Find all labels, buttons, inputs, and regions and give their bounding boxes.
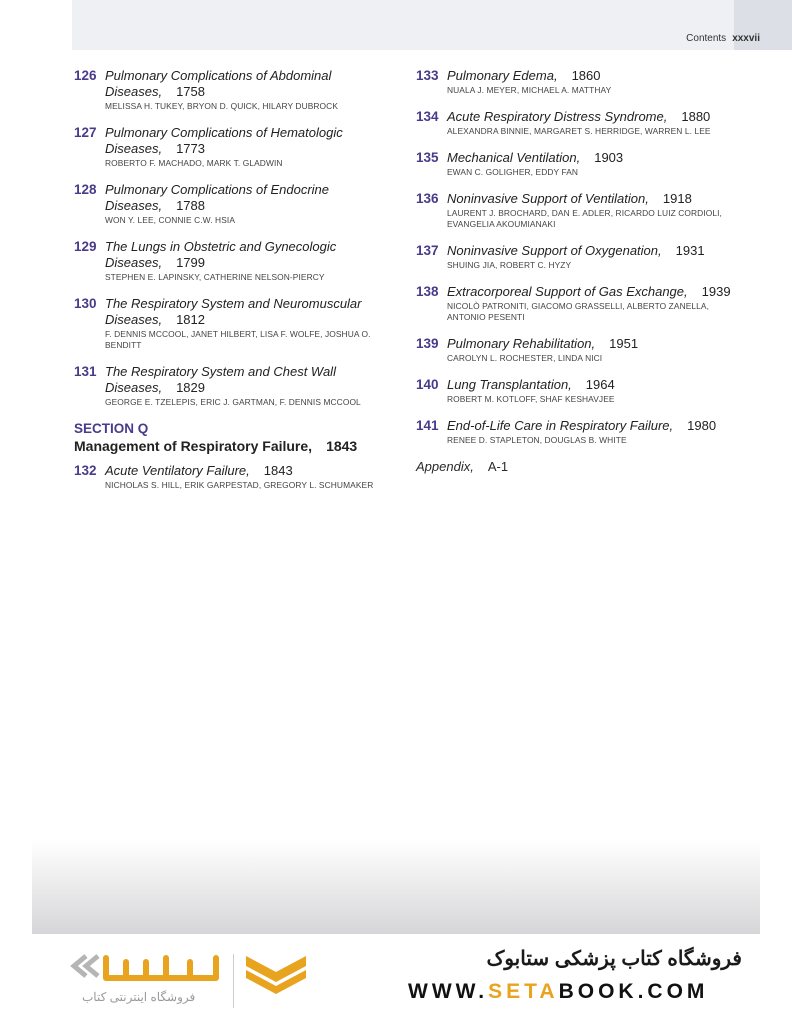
chapter-page: 1939 — [701, 284, 731, 299]
chapter-title: Pulmonary Rehabilitation, — [447, 336, 596, 351]
chapter-title: The Respiratory System and Chest Wall — [105, 364, 336, 379]
section-page: 1843 — [326, 438, 358, 454]
chapter-number: 136 — [416, 191, 439, 206]
footer-divider — [233, 954, 234, 1008]
chapter-title: The Lungs in Obstetric and Gynecologic — [105, 239, 337, 254]
chapter-page: 1788 — [176, 198, 205, 213]
url-part: WWW. — [408, 980, 489, 1003]
appendix-entry[interactable] — [416, 459, 746, 474]
chapter-authors: MELISSA H. TUKEY, BRYON D. QUICK, HILARY DUBROCK — [105, 101, 339, 111]
chapter-page: 1918 — [662, 191, 692, 206]
setabook-logo — [66, 948, 316, 994]
chapter-page: 1829 — [176, 380, 205, 395]
chapter-page: 1843 — [263, 463, 293, 478]
toc-entry[interactable] — [416, 191, 746, 230]
chapter-authors: ROBERTO F. MACHADO, MARK T. GLADWIN — [105, 158, 283, 168]
chapter-page: 1903 — [594, 150, 624, 165]
chapter-title: Noninvasive Support of Ventilation, — [447, 191, 649, 206]
chapter-title: Noninvasive Support of Oxygenation, — [447, 243, 662, 258]
logo-wordmark — [106, 958, 216, 978]
chapter-authors: NICHOLAS S. HILL, ERIK GARPESTAD, GREGORY L. SCHUMAKER — [105, 480, 374, 490]
chapter-title-cont: Diseases, — [105, 312, 163, 327]
url-part: B — [558, 980, 578, 1003]
chapter-authors: SHUING JIA, ROBERT C. HYZY — [447, 260, 572, 270]
section-title: Management of Respiratory Failure, — [74, 438, 313, 454]
toc-entry[interactable] — [416, 243, 746, 271]
appendix-title: Appendix, — [416, 459, 474, 474]
chapter-number: 129 — [74, 239, 97, 254]
chapter-title: The Respiratory System and Neuromuscular — [105, 296, 362, 311]
chapter-title-cont: Diseases, — [105, 141, 163, 156]
chapter-title: Extracorporeal Support of Gas Exchange, — [447, 284, 688, 299]
chapter-number: 130 — [74, 296, 97, 311]
chapter-title: Pulmonary Complications of Endocrine — [105, 182, 329, 197]
chapter-title: End-of-Life Care in Respiratory Failure, — [447, 418, 674, 433]
chapter-page: 1758 — [176, 84, 205, 99]
chapter-page: 1980 — [687, 418, 717, 433]
toc-entry[interactable] — [74, 68, 374, 112]
toc-entry[interactable] — [74, 296, 374, 351]
url-part: OOK.COM — [577, 980, 709, 1003]
toc-entry[interactable] — [416, 418, 746, 446]
chapter-authors: ALEXANDRA BINNIE, MARGARET S. HERRIDGE, WARREN L. LEE — [447, 126, 711, 136]
chapter-authors: F. DENNIS MCCOOL, JANET HILBERT, LISA F. WOLFE, JOSHUA O. BENDITT — [105, 329, 371, 350]
chevron-left-icon-2 — [86, 956, 98, 976]
header-page-number: xxxvii — [732, 33, 760, 44]
chapter-number: 127 — [74, 125, 97, 140]
toc-entry[interactable] — [74, 182, 374, 226]
toc-entry[interactable] — [416, 109, 746, 137]
header-band — [72, 0, 792, 50]
logo-subtitle: فروشگاه اینترنتی کتاب — [82, 990, 196, 1004]
toc-entry[interactable] — [74, 125, 374, 169]
chapter-page: 1951 — [609, 336, 639, 351]
chapter-authors: ROBERT M. KOTLOFF, SHAF KESHAVJEE — [447, 394, 615, 404]
toc-entry[interactable] — [416, 284, 746, 323]
chapter-page: 1964 — [585, 377, 615, 392]
chapter-number: 134 — [416, 109, 439, 124]
chapter-number: 139 — [416, 336, 439, 351]
chapter-number: 126 — [74, 68, 97, 83]
chapter-authors: LAURENT J. BROCHARD, DAN E. ADLER, RICARDO LUIZ CORDIOLI, EVANGELIA AKOUMIANAKI — [447, 208, 722, 229]
toc-entry[interactable] — [74, 239, 374, 283]
chapter-number: 133 — [416, 68, 439, 83]
url-part-highlight: SETA — [488, 980, 559, 1003]
header-label: Contents — [686, 33, 727, 44]
left-column — [74, 68, 374, 504]
chapter-number: 132 — [74, 463, 97, 478]
chapter-number: 131 — [74, 364, 97, 379]
store-title: فروشگاه کتاب پزشکی ستابوک — [486, 948, 742, 970]
chapter-title-cont: Diseases, — [105, 84, 163, 99]
toc-entry[interactable] — [416, 150, 746, 178]
running-header — [686, 33, 760, 44]
page-shadow — [32, 840, 760, 934]
chapter-title: Pulmonary Complications of Hematologic — [105, 125, 343, 140]
chapter-page: 1931 — [675, 243, 705, 258]
toc-entry[interactable] — [74, 364, 374, 408]
chapter-authors: NICOLÒ PATRONITI, GIACOMO GRASSELLI, ALBERTO ZANELLA, ANTONIO PESENTI — [447, 301, 710, 322]
chapter-title: Pulmonary Edema, — [447, 68, 558, 83]
chapter-number: 135 — [416, 150, 439, 165]
toc-entry[interactable] — [416, 336, 746, 364]
appendix-page: A-1 — [487, 459, 509, 474]
chapter-title: Lung Transplantation, — [447, 377, 572, 392]
toc-entry[interactable] — [416, 68, 746, 96]
chapter-authors: STEPHEN E. LAPINSKY, CATHERINE NELSON-PIERCY — [105, 272, 325, 282]
chapter-page: 1812 — [176, 312, 205, 327]
chapter-title: Acute Respiratory Distress Syndrome, — [447, 109, 668, 124]
chapter-title: Acute Ventilatory Failure, — [105, 463, 250, 478]
chapter-number: 128 — [74, 182, 97, 197]
chapter-authors: WON Y. LEE, CONNIE C.W. HSIA — [105, 215, 236, 225]
chapter-title: Mechanical Ventilation, — [447, 150, 581, 165]
chapter-title-cont: Diseases, — [105, 380, 163, 395]
chapter-number: 141 — [416, 418, 439, 433]
chapter-page: 1799 — [176, 255, 205, 270]
chapter-title-cont: Diseases, — [105, 255, 163, 270]
section-heading[interactable] — [74, 437, 374, 455]
chapter-authors: EWAN C. GOLIGHER, EDDY FAN — [447, 167, 579, 177]
chapter-number: 137 — [416, 243, 439, 258]
chapter-number: 138 — [416, 284, 439, 299]
chapter-page: 1880 — [681, 109, 711, 124]
toc-entry[interactable] — [416, 377, 746, 405]
chapter-authors: NUALA J. MEYER, MICHAEL A. MATTHAY — [447, 85, 612, 95]
chapter-authors: GEORGE E. TZELEPIS, ERIC J. GARTMAN, F. DENNIS MCCOOL — [105, 397, 361, 407]
chapter-number: 140 — [416, 377, 439, 392]
chapter-authors: RENEE D. STAPLETON, DOUGLAS B. WHITE — [447, 435, 627, 445]
right-column — [416, 68, 746, 474]
chapter-page: 1773 — [176, 141, 205, 156]
chapter-title: Pulmonary Complications of Abdominal — [105, 68, 332, 83]
store-url[interactable] — [408, 980, 708, 1004]
chapter-title-cont: Diseases, — [105, 198, 163, 213]
chapter-authors: CAROLYN L. ROCHESTER, LINDA NICI — [447, 353, 603, 363]
chapter-page: 1860 — [571, 68, 601, 83]
section-label: SECTION Q — [74, 421, 149, 436]
toc-entry[interactable] — [74, 463, 374, 491]
